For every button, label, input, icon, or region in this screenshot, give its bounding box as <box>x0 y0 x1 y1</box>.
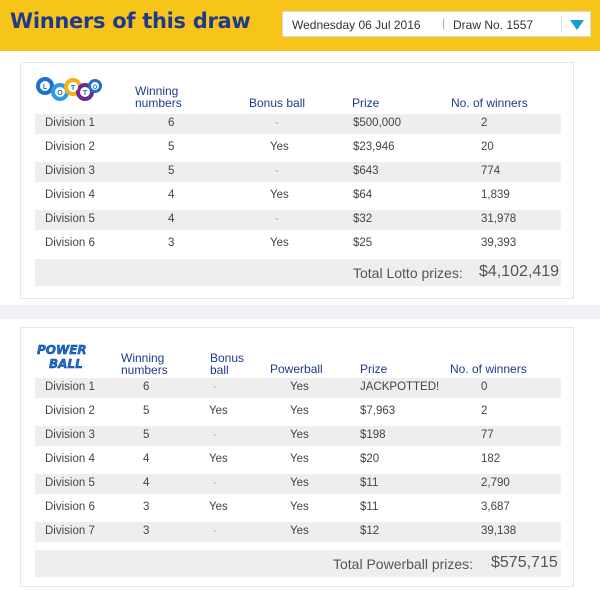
powerball-total-row <box>35 550 561 577</box>
bonus-ball-cell: - <box>275 213 279 225</box>
col-header-winners: No. of winners <box>451 96 528 110</box>
winning-numbers-cell: 5 <box>143 429 150 441</box>
winners-cell: 2 <box>481 117 488 129</box>
winners-cell: 2,790 <box>481 477 510 489</box>
total-value: $575,715 <box>491 554 558 571</box>
division-cell: Division 5 <box>45 477 95 489</box>
division-cell: Division 4 <box>45 189 95 201</box>
bonus-ball-cell: - <box>213 477 217 489</box>
division-cell: Division 2 <box>45 405 95 417</box>
bonus-ball-cell: - <box>213 525 217 537</box>
section-divider <box>0 305 600 319</box>
powerball-cell: Yes <box>290 501 309 513</box>
col-header-winning-numbers <box>135 85 182 109</box>
dropdown-divider <box>561 15 562 33</box>
winners-cell: 77 <box>481 429 494 441</box>
table-row <box>35 162 561 182</box>
winning-numbers-cell: 5 <box>143 405 150 417</box>
bonus-ball-cell: - <box>275 117 279 129</box>
bonus-ball-cell: Yes <box>209 453 228 465</box>
division-cell: Division 6 <box>45 501 95 513</box>
col-header-line: Winning <box>135 84 179 98</box>
winners-cell: 39,393 <box>481 237 517 249</box>
winners-cell: 20 <box>481 141 494 153</box>
total-label: Total Powerball prizes: <box>333 556 474 572</box>
prize-cell: $64 <box>353 189 373 201</box>
winners-cell: 0 <box>481 381 488 393</box>
page-title: Winners of this draw <box>10 9 251 33</box>
col-header-line: numbers <box>121 363 168 377</box>
logo-letter: T <box>82 90 88 97</box>
division-cell: Division 5 <box>45 213 95 225</box>
table-row <box>35 498 561 518</box>
winners-cell: 31,978 <box>481 213 517 225</box>
col-header-line: Winning <box>121 351 165 365</box>
winners-cell: 182 <box>481 453 501 465</box>
winning-numbers-cell: 3 <box>143 501 150 513</box>
powerball-cell: Yes <box>290 453 309 465</box>
winning-numbers-cell: 4 <box>168 189 175 201</box>
division-cell: Division 2 <box>45 141 95 153</box>
prize-cell: $12 <box>360 525 380 537</box>
powerball-logo <box>35 342 97 372</box>
table-row <box>35 474 561 494</box>
table-row <box>35 210 561 230</box>
prize-cell: $500,000 <box>353 117 401 129</box>
col-header-line: numbers <box>135 96 182 110</box>
division-cell: Division 4 <box>45 453 95 465</box>
total-value: $4,102,419 <box>479 263 560 280</box>
prize-cell: $20 <box>360 453 380 465</box>
bonus-ball-cell: - <box>213 429 217 441</box>
winning-numbers-cell: 6 <box>143 381 150 393</box>
prize-cell: $11 <box>360 477 379 489</box>
division-cell: Division 1 <box>45 381 95 393</box>
table-row <box>35 378 561 398</box>
powerball-results-card <box>20 327 574 587</box>
winners-cell: 3,687 <box>481 501 510 513</box>
separator: | <box>442 16 446 30</box>
bonus-ball-cell: Yes <box>270 237 289 249</box>
logo-letter: O <box>57 90 63 97</box>
table-row <box>35 402 561 422</box>
prize-cell: $643 <box>353 165 379 177</box>
division-cell: Division 3 <box>45 165 95 177</box>
logo-text-power: POWER <box>37 343 87 357</box>
prize-cell: $198 <box>360 429 386 441</box>
division-cell: Division 3 <box>45 429 95 441</box>
prize-cell: $32 <box>353 213 373 225</box>
division-cell: Division 1 <box>45 117 95 129</box>
logo-letter: O <box>92 85 98 91</box>
winning-numbers-cell: 4 <box>143 453 150 465</box>
col-header-prize: Prize <box>360 362 388 376</box>
prize-cell: $25 <box>353 237 373 249</box>
winning-numbers-cell: 4 <box>168 213 175 225</box>
draw-number: Draw No. 1557 <box>453 18 534 32</box>
header-bar <box>0 0 600 51</box>
table-row <box>35 186 561 206</box>
col-header-powerball: Powerball <box>270 362 323 376</box>
prize-cell: JACKPOTTED! <box>360 381 440 393</box>
total-label: Total Lotto prizes: <box>353 265 463 281</box>
table-row <box>35 138 561 158</box>
col-header-bonus-ball: Bonus ball <box>249 96 306 110</box>
col-header-winning-numbers <box>121 352 168 376</box>
lotto-total-row <box>35 259 561 286</box>
bonus-ball-cell: Yes <box>209 501 228 513</box>
winning-numbers-cell: 6 <box>168 117 175 129</box>
logo-letter: L <box>42 84 48 91</box>
winning-numbers-cell: 3 <box>143 525 150 537</box>
powerball-cell: Yes <box>290 381 309 393</box>
winning-numbers-cell: 4 <box>143 477 150 489</box>
logo-letter: T <box>70 85 76 92</box>
col-header-line: ball <box>210 363 229 377</box>
powerball-cell: Yes <box>290 477 309 489</box>
col-header-bonus-ball <box>210 352 244 376</box>
winning-numbers-cell: 3 <box>168 237 175 249</box>
prize-cell: $23,946 <box>353 141 395 153</box>
bonus-ball-cell: - <box>213 381 217 393</box>
winners-cell: 2 <box>481 405 488 417</box>
lotto-logo <box>35 73 103 105</box>
prize-cell: $11 <box>360 501 379 513</box>
prize-cell: $7,963 <box>360 405 396 417</box>
draw-selector[interactable] <box>282 11 591 37</box>
winning-numbers-cell: 5 <box>168 141 175 153</box>
table-row <box>35 450 561 470</box>
draw-date: Wednesday 06 Jul 2016 <box>292 18 421 32</box>
bonus-ball-cell: - <box>275 165 279 177</box>
table-row <box>35 426 561 446</box>
table-row <box>35 234 561 254</box>
winning-numbers-cell: 5 <box>168 165 175 177</box>
winners-cell: 39,138 <box>481 525 517 537</box>
chevron-down-icon[interactable] <box>570 20 584 30</box>
logo-text-ball: BALL <box>49 357 83 371</box>
division-cell: Division 7 <box>45 525 95 537</box>
winners-cell: 774 <box>481 165 501 177</box>
table-row <box>35 522 561 542</box>
col-header-prize: Prize <box>352 96 380 110</box>
col-header-line: Bonus <box>210 351 245 365</box>
powerball-cell: Yes <box>290 405 309 417</box>
table-row <box>35 114 561 134</box>
winners-cell: 1,839 <box>481 189 510 201</box>
bonus-ball-cell: Yes <box>209 405 228 417</box>
col-header-winners: No. of winners <box>450 362 527 376</box>
bonus-ball-cell: Yes <box>270 189 289 201</box>
powerball-cell: Yes <box>290 525 309 537</box>
division-cell: Division 6 <box>45 237 95 249</box>
lotto-results-card <box>20 62 574 299</box>
powerball-cell: Yes <box>290 429 309 441</box>
bonus-ball-cell: Yes <box>270 141 289 153</box>
